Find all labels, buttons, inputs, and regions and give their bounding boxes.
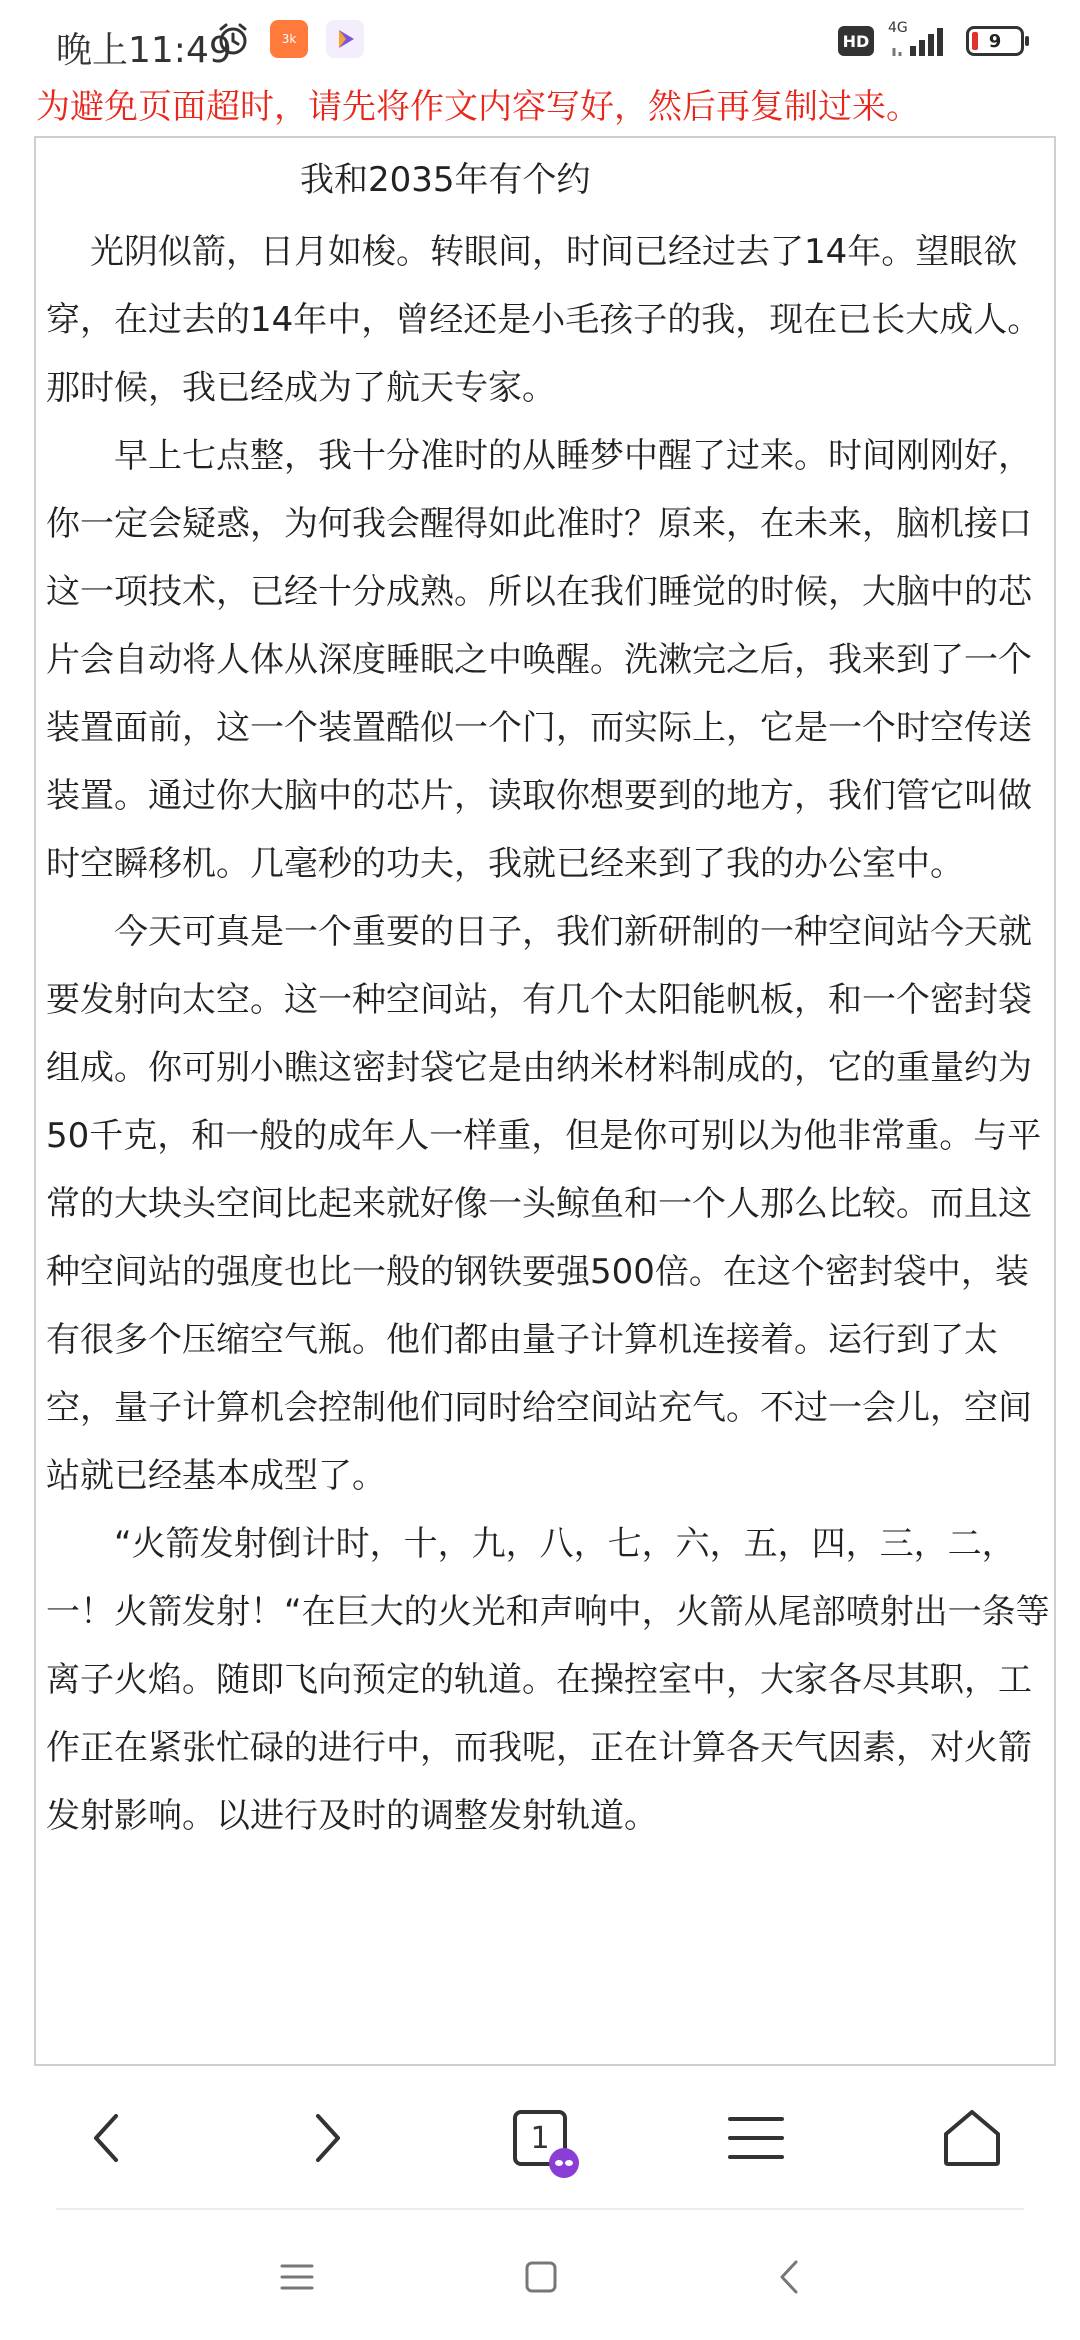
essay-paragraph: 光阴似箭，日月如梭。转眼间，时间已经过去了14年。望眼欲穿，在过去的14年中，曾经还是小毛孩子的我，现在已长大成人。那时候，我已经成为了航天专家。 bbox=[46, 232, 1042, 408]
play-app-icon bbox=[326, 20, 364, 58]
home-system-button[interactable] bbox=[496, 2232, 586, 2322]
network-type: 4G bbox=[888, 20, 908, 36]
menu-button[interactable] bbox=[706, 2088, 806, 2188]
orange-app-icon-text: 3k bbox=[281, 32, 297, 46]
tab-count: 1 bbox=[530, 2120, 550, 2156]
status-system-icons bbox=[838, 20, 1024, 58]
home-icon bbox=[940, 2108, 1004, 2168]
menu-icon bbox=[726, 2113, 786, 2163]
incognito-badge-icon bbox=[549, 2148, 579, 2178]
back-system-button[interactable] bbox=[744, 2232, 834, 2322]
system-navigation-bar bbox=[0, 2210, 1080, 2340]
status-time: 晚上11:49 bbox=[56, 30, 232, 71]
back-button[interactable] bbox=[56, 2088, 156, 2188]
essay-paragraph: 早上七点整，我十分准时的从睡梦中醒了过来。时间刚刚好，你一定会疑惑，为何我会醒得如此准时？原来，在未来，脑机接口这一项技术，已经十分成熟。所以在我们睡觉的时候，大脑中的芯片会自动将人体从深度睡眠之中唤醒。洗漱完之后，我来到了一个装置面前，这一个装置酷似一个门，而实际上，它是一个时空传送装置。通过你大脑中的芯片，读取你想要到的地方，我们管它叫做时空瞬移机。几毫秒的功夫，我就已经来到了我的办公室中。 bbox=[46, 436, 1032, 884]
home-button[interactable] bbox=[922, 2088, 1022, 2188]
recent-apps-button[interactable] bbox=[252, 2232, 342, 2322]
browser-toolbar bbox=[0, 2068, 1080, 2208]
status-notification-icons bbox=[214, 20, 364, 58]
chevron-left-icon bbox=[86, 2108, 126, 2168]
orange-app-icon bbox=[270, 20, 308, 58]
alarm-icon bbox=[214, 20, 252, 58]
essay-paragraph: “火箭发射倒计时，十，九，八，七，六，五，四，三，二，一！火箭发射！“在巨大的火光和声响中，火箭从尾部喷射出一条等离子火焰。随即飞向预定的轨道。在操控室中，大家各尽其职，工作正在紧张忙碌的进行中，而我呢，正在计算各天气因素，对火箭发射影响。以进行及时的调整发射轨道。 bbox=[46, 1524, 1050, 1836]
essay-paragraph: 今天可真是一个重要的日子，我们新研制的一种空间站今天就要发射向太空。这一种空间站，有几个太阳能帆板，和一个密封袋组成。你可别小瞧这密封袋它是由纳米材料制成的，它的重量约为50千克，和一般的成年人一样重，但是你可别以为他非常重。与平常的大块头空间比起来就好像一头鲸鱼和一个人那么比较。而且这种空间站的强度也比一般的钢铁要强500倍。在这个密封袋中，装有很多个压缩空气瓶。他们都由量子计算机连接着。运行到了太空，量子计算机会控制他们同时给空间站充气。不过一会儿，空间站就已经基本成型了。 bbox=[46, 912, 1042, 1496]
battery-level: 9 bbox=[988, 30, 1002, 52]
battery-icon bbox=[966, 26, 1024, 56]
essay-textarea[interactable] bbox=[34, 136, 1056, 2066]
tabs-button[interactable] bbox=[490, 2088, 590, 2188]
tabs-icon bbox=[513, 2110, 567, 2166]
square-home-icon bbox=[524, 2260, 558, 2294]
hd-icon: HD bbox=[838, 26, 874, 56]
essay-body bbox=[46, 218, 1052, 1850]
essay-title: 我和2035年有个约 bbox=[300, 160, 591, 200]
warning-message: 为避免页面超时，请先将作文内容写好，然后再复制过来。 bbox=[36, 87, 920, 127]
recent-apps-icon bbox=[280, 2262, 314, 2292]
status-bar bbox=[0, 0, 1080, 80]
back-arrow-icon bbox=[776, 2258, 802, 2296]
forward-button[interactable] bbox=[278, 2088, 378, 2188]
chevron-right-icon bbox=[308, 2108, 348, 2168]
signal-icon bbox=[888, 20, 952, 58]
